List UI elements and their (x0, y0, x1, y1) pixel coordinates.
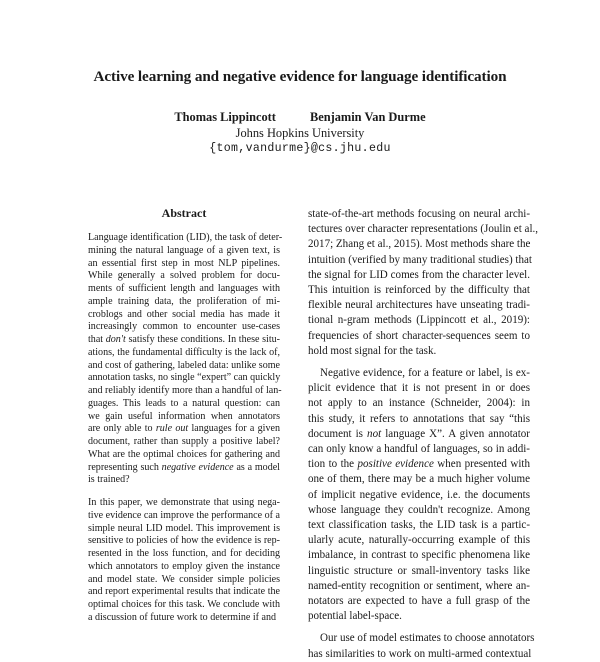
body-column (308, 207, 539, 662)
text-line: tectures over character representations (Joulin et al., (308, 223, 539, 236)
text-line: flexible neural architectures have unseating tradi- (308, 299, 530, 312)
text-line: ample training data, the proliferation of mi- (88, 295, 280, 307)
text-line: can only know a handful of languages, so in addi- (308, 443, 530, 456)
paper-title: Active learning and negative evidence for language identification (93, 68, 507, 85)
text-line: linguistic structure or small-inventory tasks like (308, 564, 530, 577)
text-line: 2017; Zhang et al., 2015). Most methods share the (308, 238, 531, 251)
text-line: ations, the fundamental difficulty is the lack of, (88, 346, 280, 358)
text-line: ments of sufficient length and languages with (88, 283, 280, 294)
author-name: Thomas Lippincott (174, 110, 276, 124)
text-line: one of them, there may be a much higher volume (308, 473, 530, 486)
text-line: which annotators to employ given the instance (88, 560, 280, 572)
text-line: and report experimental results that indicate the (88, 586, 280, 598)
text-line: document is not language X”. A given annotator (308, 427, 530, 440)
text-line: intuition (verified by many traditional studies) that (308, 253, 532, 266)
text-line: simple neural LID model. This improvement is (88, 522, 280, 534)
text-line: of implicit negative evidence, i.e. the documents (308, 488, 530, 501)
text-line: and cost of gathering, labeled data: unlike some (88, 359, 280, 371)
text-line: Our use of model estimates to choose annotators (320, 632, 535, 645)
text-line: not apply to an instance (Schneider, 2004): in (308, 397, 530, 410)
text-line: document, rather than supply a positive label? (88, 436, 280, 447)
text-line: tive evidence can improve the performance of a (88, 509, 280, 521)
text-line: state-of-the-art methods focusing on neural archi- (308, 208, 530, 220)
text-line: annotation tasks, no single “expert” can quickly (88, 372, 281, 384)
text-line: optimal choices for this task. We conclude with (88, 599, 280, 610)
text-line: tional n-gram methods (Lippincott et al., 2019): (308, 314, 530, 327)
text-line: hold most signal for the task. (308, 344, 437, 357)
text-line: this study, it refers to annotations that say “this (308, 412, 530, 425)
text-line: increasingly common to encounter use-cases (88, 321, 280, 333)
text-line: mining the natural language of a given text, is (88, 244, 280, 256)
affiliation: Johns Hopkins University (235, 125, 365, 140)
text-line: While generally a solved problem for docu- (88, 270, 280, 282)
text-line: is trained? (88, 474, 130, 486)
text-line: text classification tasks, the LID task is a partic- (308, 519, 530, 532)
text-line: imbalance, in contrast to specific phenomena like (308, 549, 530, 562)
abstract-paragraph-2 (88, 497, 280, 625)
text-line: whose language they couldn't recognize. Among (308, 503, 530, 516)
text-line: named-entity recognition or sentiment, where an- (308, 579, 530, 592)
text-line: guages. This leads to a natural question: can (88, 397, 280, 409)
text-line: frequencies of short character-sequences seem to (308, 329, 530, 342)
text-line: notators are expected to have a full grasp of the (308, 595, 530, 608)
text-line: a discussion of future work to determine if and (88, 611, 277, 623)
text-line: has similarities to work on multi-armed contextual (308, 647, 532, 660)
body-paragraph-3 (308, 631, 535, 661)
text-line: representing such negative evidence as a model (88, 461, 280, 473)
text-line: that don't satisfy these conditions. In these situ- (88, 334, 280, 345)
abstract-paragraph-1 (88, 232, 283, 487)
text-line: What are the optimal choices for gathering and (88, 448, 280, 460)
author-name: Benjamin Van Durme (309, 110, 426, 124)
text-line: ularly acute, naturally-occurring example of this (308, 534, 530, 547)
body-paragraph-1 (308, 207, 539, 359)
text-line: This intuition is reinforced by the difficulty that (308, 284, 530, 297)
text-line: and reliably identify more than a handful of lan- (88, 385, 282, 396)
author-block (0, 110, 600, 157)
text-line: sensitive to policies of how the evidence is rep- (88, 535, 280, 547)
author-names (0, 110, 600, 126)
text-line: Language identification (LID), the task of deter- (88, 232, 283, 243)
text-line: resented in the loss function, and for deciding (88, 548, 280, 559)
text-line: and model state. We consider simple policies (88, 573, 280, 585)
text-line: Negative evidence, for a feature or label, is ex- (320, 367, 530, 380)
text-line: we gain useful information when annotators (88, 410, 280, 422)
text-line: croblogs and other social media has made it (88, 308, 280, 320)
text-line: plicit evidence that it is not present in or does (308, 382, 530, 395)
body-paragraph-2 (308, 366, 530, 624)
text-line: potential label-space. (308, 610, 402, 623)
text-line: In this paper, we demonstrate that using nega- (88, 497, 280, 508)
abstract-heading: Abstract (161, 206, 207, 220)
abstract-section (88, 206, 283, 625)
text-line: an essential first step in most NLP pipelines. (88, 257, 280, 269)
text-line: the signal for LID comes from the character level. (308, 268, 530, 281)
author-email: {tom,vandurme}@cs.jhu.edu (209, 142, 391, 155)
text-line: are only able to rule out languages for a given (88, 423, 280, 435)
text-line: tion to the positive evidence when presented with (308, 458, 530, 471)
